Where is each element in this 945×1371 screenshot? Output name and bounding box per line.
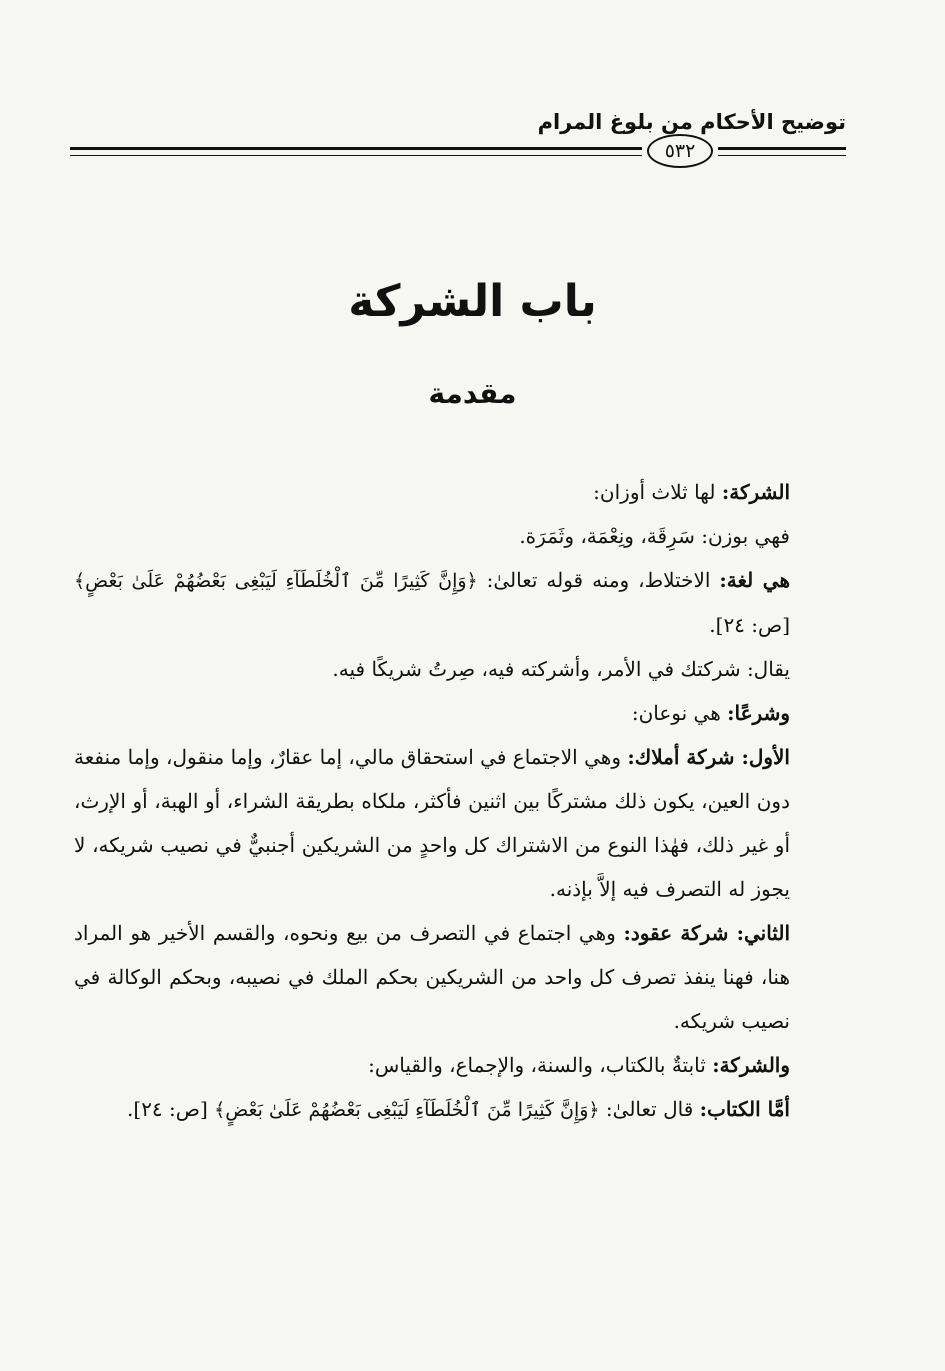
paragraph-weights-examples [74, 514, 790, 558]
paragraph-usage [74, 647, 790, 691]
paragraph-text: هي نوعان: [631, 701, 728, 725]
paragraph-ownership-partnership [74, 735, 790, 911]
term-label: أمَّا الكتاب: [699, 1097, 790, 1121]
paragraph-text: لها ثلاث أوزان: [593, 480, 722, 504]
quran-verse: ﴿وَإِنَّ كَثِيرًا مِّنَ ٱلْخُلَطَآءِ لَيَبْغِى بَعْضُهُمْ عَلَىٰ بَعْضٍ﴾ [214, 1099, 600, 1121]
term-label: وشرعًا: [727, 701, 790, 725]
paragraph-text: يقال: شركتك في الأمر، وأشركته فيه، صِرتُ شريكًا فيه. [332, 657, 790, 681]
term-label: هي لغة: [719, 568, 791, 592]
body-text [74, 470, 790, 1132]
paragraph-book-evidence [74, 1087, 790, 1132]
term-label: الأول: شركة أملاك: [627, 745, 790, 769]
term-label: الشركة: [721, 480, 790, 504]
paragraph-text: ثابتةٌ بالكتاب، والسنة، والإجماع، والقياس: [368, 1053, 713, 1077]
verse-reference: [ص: ٢٤]. [709, 613, 790, 637]
paragraph-text: وهي اجتماع في التصرف من بيع ونحوه، والقسم الأخير هو المراد هنا، فهنا ينفذ تصرف كل واحد من الشريكين بحكم الملك في نصيبه، وبحكم الوكالة في نصيب شريكه. [74, 921, 790, 1033]
paragraph-text: الاختلاط، ومنه قوله تعالىٰ: [477, 568, 720, 592]
quran-verse: ﴿وَإِنَّ كَثِيرًا مِّنَ ٱلْخُلَطَآءِ لَيَبْغِى بَعْضُهُمْ عَلَىٰ بَعْضٍ﴾ [74, 570, 478, 592]
paragraph-shirka-weights [74, 470, 790, 514]
header-rule-left [70, 147, 642, 156]
paragraph-text: فهي بوزن: سَرِقَة، ونِعْمَة، وثَمَرَة. [519, 524, 790, 548]
paragraph-legal-meaning [74, 691, 790, 735]
section-title: مقدمة [428, 377, 517, 410]
term-label: الثاني: شركة عقود: [623, 921, 790, 945]
paragraph-text: قال تعالىٰ: [599, 1097, 700, 1121]
chapter-title: باب الشركة [348, 276, 597, 327]
term-label: والشركة: [712, 1053, 790, 1077]
paragraph-text: وهي الاجتماع في استحقاق مالي، إما عقارٌ، وإما منقول، وإما منفعة دون العين، يكون ذلك مشتركًا بين اثنين فأكثر، ملكاه بطريقة الشراء، أو الهبة، أو الإرث، أو غير ذلك، فهٰذا النوع من الاشتراك كل واحدٍ من الشريكين أجنبيٌّ في نصيب شريكه، لا يجوز له التصرف فيه إلاَّ بإذنه. [74, 745, 790, 901]
page-header [70, 110, 846, 185]
paragraph-contract-partnership [74, 911, 790, 1043]
paragraph-linguistic-meaning [74, 558, 790, 647]
page-number: ٥٣٢ [647, 134, 713, 168]
paragraph-evidence [74, 1043, 790, 1087]
verse-reference: [ص: ٢٤]. [127, 1097, 215, 1121]
running-title: توضيح الأحكام من بلوغ المرام [537, 110, 846, 134]
header-rule-right [718, 147, 846, 156]
